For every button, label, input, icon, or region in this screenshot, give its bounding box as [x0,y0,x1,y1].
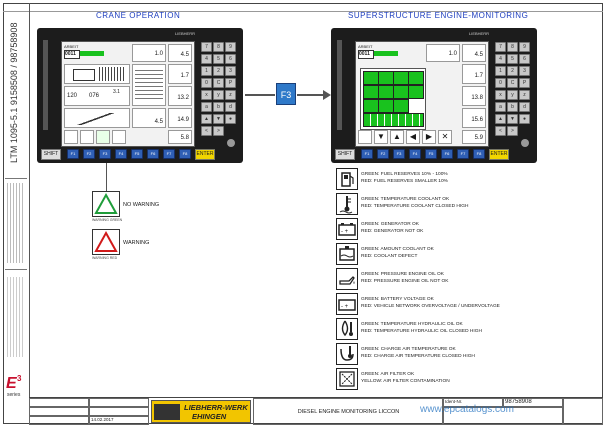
legend-hydraulic-green: GREEN: TEMPERATURE HYDRAULIC OIL OK [361,322,463,327]
rkey-8[interactable]: 8 [507,42,518,52]
svg-text:- +: - + [341,304,349,310]
rkey-1[interactable]: 1 [495,66,506,76]
screen-cell-values: 120 076 3.1 [64,86,130,106]
air-filter-indicator [363,99,379,113]
copyright-notice-box [5,178,27,270]
rkey-p[interactable]: P [519,78,530,88]
crane-operation-title: CRANE OPERATION [96,11,181,20]
key-left[interactable]: < [201,126,212,136]
left-keypad [199,42,239,150]
f8-button-right[interactable]: F8 [473,149,485,159]
hydraulic-temp-icon [336,318,358,340]
legend-row-generator [336,218,596,242]
left-lcd-screen [61,41,195,147]
key-8[interactable]: 8 [213,42,224,52]
screen-cell-top2: 4.5 [168,44,192,62]
screen-cell-val1-right: 1.7 [462,64,486,84]
left-info-strip [3,3,30,424]
console-brand-left: LIEBHERR [175,31,196,36]
legend-generator-green: GREEN: GENERATOR OK [361,222,419,227]
key-3[interactable]: 3 [225,66,236,76]
svg-text:- +: - + [341,229,349,235]
ident-label: Ident-Nr. [443,398,503,407]
console-brand-right: LIEBHERR [469,31,490,36]
rkey-y[interactable]: y [507,90,518,100]
oil-pressure-icon [336,268,358,290]
key-0[interactable]: 0 [201,78,212,88]
rkey-7[interactable]: 7 [495,42,506,52]
warning-red-label: WARNING [123,240,150,246]
screen-mode-label-right: ARBEIT [358,44,373,49]
fuel-icon [336,168,358,190]
screen-code-box: 0011 [64,50,80,59]
crane-logo-icon [154,404,180,420]
callout-line [106,163,107,191]
legend-battery-green: GREEN: BATTERY VOLTAGE OK [361,297,434,302]
key-d[interactable]: d [225,102,236,112]
rkey-z[interactable]: z [519,90,530,100]
key-ok[interactable]: ● [225,114,236,124]
title-block [29,397,603,425]
legend-coolant-level-green: GREEN: AMOUNT COOLANT OK [361,247,434,252]
screen-cell-boom [64,108,130,128]
engine-monitor-panel [360,68,426,130]
f7-button-right[interactable]: F7 [457,149,469,159]
extra-indicator-1 [378,99,394,113]
f1-button-right[interactable]: F1 [361,149,373,159]
warning-red-icon [93,230,119,254]
legend-generator-red: RED: GENERATOR NOT OK [361,229,424,234]
rkey-2[interactable]: 2 [507,66,518,76]
f6-button-right[interactable]: F6 [441,149,453,159]
screen-cell-val3-right: 15.6 [462,108,486,128]
f5-button-right[interactable]: F5 [425,149,437,159]
tb-cell-d [89,398,149,407]
tb-cell-date: 14.02.2017 [89,416,149,425]
key-p[interactable]: P [225,78,236,88]
screen-cell-val4: 14.9 [168,108,192,128]
key-b[interactable]: b [213,102,224,112]
warning-red-caption: WARNING RED [92,256,118,260]
e3-logo-letter: E [6,375,17,392]
warning-red-box [92,229,120,255]
key-a[interactable]: a [201,102,212,112]
f7-button-left[interactable]: F7 [163,149,175,159]
arrow-head-icon [323,90,331,100]
legend-charge-air-green: GREEN: CHARGE AIR TEMPERATURE OK [361,347,456,352]
legend-coolant-temp-red: RED: TEMPERATURE COOLANT CLOSED HIGH [361,204,469,209]
watermark: www.epcatalogs.com [420,404,514,415]
key-5[interactable]: 5 [213,54,224,64]
oil-pressure-indicator [363,85,379,99]
f2-button-right[interactable]: F2 [377,149,389,159]
legend-row-oil-pressure [336,268,596,292]
screen-arrow-row-right: ▼ ▲ ◀ ▶ ✕ 5.9 [358,130,486,144]
legend-coolant-temp-green: GREEN: TEMPERATURE COOLANT OK [361,197,450,202]
f3-key-callout: F3 [276,83,296,105]
warning-green-label: NO WARNING [123,202,160,208]
charge-air-indicator [408,85,424,99]
tb-cell-b [29,407,89,416]
f5-button-left[interactable]: F5 [131,149,143,159]
key-2[interactable]: 2 [213,66,224,76]
shift-button-right[interactable]: SHIFT [335,149,355,160]
legend-row-charge-air [336,343,596,367]
rkey-6[interactable]: 6 [519,54,530,64]
hydraulic-temp-indicator [393,85,409,99]
knob-right[interactable] [521,139,529,147]
f3-button-right[interactable]: F3 [393,149,405,159]
f8-button-left[interactable]: F8 [179,149,191,159]
ident-value: 98758908 [503,398,563,407]
screen-cell-val2: 13.2 [168,86,192,106]
legend-air-filter-yellow: YELLOW: AIR FILTER CONTAMINATION [361,379,450,384]
screen-cell-top1: 1.0 [132,44,166,62]
vertical-id: LTM 1095-5.1 9158508 / 98758908 [9,22,19,163]
screen-cell-top2-right: 4.5 [462,44,486,62]
warning-green-caption: WARNING GREEN [92,218,123,222]
enter-button-right[interactable]: ENTER [489,149,509,160]
legend-row-battery [336,293,596,317]
screen-cell-top1-right: 1.0 [426,44,460,62]
legend-fuel-green: GREEN: FUEL RESERVES 10% - 100% [361,172,448,177]
tb-cell-g [563,398,603,425]
right-side-light [337,40,342,130]
legend-row-coolant-temp [336,193,596,217]
left-display-console [37,28,243,163]
screen-softkey-row: 5.8 [64,130,192,144]
rkey-5[interactable]: 5 [507,54,518,64]
load-bar-right [374,51,398,56]
liebherr-logo [151,400,251,423]
rkey-c[interactable]: C [507,78,518,88]
engine-monitoring-title: SUPERSTRUCTURE ENGINE-MONITORING [348,11,529,20]
rkey-b[interactable]: b [507,102,518,112]
rkey-d[interactable]: d [519,102,530,112]
tb-cell-a [29,398,89,407]
f3-button-left[interactable]: F3 [99,149,111,159]
rkey-0[interactable]: 0 [495,78,506,88]
screen-mode-label: ARBEIT [64,44,79,49]
charge-air-icon [336,343,358,365]
f4-button-right[interactable]: F4 [409,149,421,159]
legend-air-filter-green: GREEN: AIR FILTER OK [361,372,415,377]
f4-button-left[interactable]: F4 [115,149,127,159]
warning-green-box [92,191,120,217]
screen-cell-val3: 4.5 [132,108,166,128]
coolant-level-icon [336,243,358,265]
right-keypad [493,42,533,150]
generator-indicator [393,71,409,85]
knob-left[interactable] [227,139,235,147]
key-x[interactable]: x [201,90,212,100]
legend-fuel-red: RED: FUEL RESERVES SMALLER 10% [361,179,448,184]
legend-row-fuel [336,168,596,192]
arrow-line-right [297,94,323,96]
rkey-a[interactable]: a [495,102,506,112]
notes-text-lines [7,277,25,357]
legend-coolant-level-red: RED: COOLANT DEFECT [361,254,418,259]
coolant-level-indicator [408,71,424,85]
company-name-line2: EHINGEN [192,412,227,421]
coolant-temp-icon [336,193,358,215]
left-side-light [43,40,48,130]
key-7[interactable]: 7 [201,42,212,52]
key-4[interactable]: 4 [201,54,212,64]
coolant-temp-indicator [378,71,394,85]
screen-cell-val2-right: 13.8 [462,86,486,106]
key-z[interactable]: z [225,90,236,100]
copyright-text-lines [7,183,25,263]
rkey-4[interactable]: 4 [495,54,506,64]
extra-indicator-row [363,113,424,127]
screen-cell-val1: 1.7 [168,64,192,84]
e3-logo-superscript: 3 [17,374,22,383]
legend-battery-red: RED: VEHICLE NETWORK OVERVOLTAGE / UNDERVOLTAGE [361,304,500,309]
legend-oil-pressure-green: GREEN: PRESSURE ENGINE OIL OK [361,272,444,277]
screen-code-box-right: 0011 [358,50,374,59]
air-filter-icon [336,368,358,390]
battery-indicator [378,85,394,99]
key-c[interactable]: C [213,78,224,88]
rkey-left[interactable]: < [495,126,506,136]
arrow-line-left [245,94,275,96]
key-y[interactable]: y [213,90,224,100]
f2-button-left[interactable]: F2 [83,149,95,159]
warning-green-icon [93,192,119,216]
e3-logo [6,375,26,399]
load-bar [80,51,104,56]
key-9[interactable]: 9 [225,42,236,52]
legend-row-coolant-level [336,243,596,267]
rkey-right[interactable]: > [507,126,518,136]
extra-indicator-2 [393,99,409,113]
notes-box [5,273,27,363]
legend-row-hydraulic [336,318,596,342]
rkey-down[interactable]: ▼ [507,114,518,124]
f1-button-left[interactable]: F1 [67,149,79,159]
drawing-title: DIESEL ENGINE MONITORING LICCON [253,398,443,425]
company-name-line1: LIEBHERR-WERK [184,403,248,412]
battery-icon [336,293,358,315]
key-1[interactable]: 1 [201,66,212,76]
screen-cell-grid [132,64,166,106]
rkey-9[interactable]: 9 [519,42,530,52]
legend-row-air-filter [336,368,596,392]
e3-logo-subtext: series [7,392,21,398]
generator-icon [336,218,358,240]
right-lcd-screen [355,41,489,147]
rkey-ok[interactable]: ● [519,114,530,124]
tb-cell-c [29,416,89,425]
key-6[interactable]: 6 [225,54,236,64]
legend-hydraulic-red: RED: TEMPERATURE HYDRAULIC OIL CLOSED HIGH [361,329,482,334]
key-up[interactable]: ▲ [201,114,212,124]
screen-crane-diagram [64,64,130,84]
rkey-x[interactable]: x [495,90,506,100]
rkey-up[interactable]: ▲ [495,114,506,124]
legend-oil-pressure-red: RED: PRESSURE ENGINE OIL NOT OK [361,279,449,284]
legend-charge-air-red: RED: CHARGE AIR TEMPERATURE CLOSED HIGH [361,354,475,359]
tb-cell-e [89,407,149,416]
fuel-indicator [363,71,379,85]
key-right[interactable]: > [213,126,224,136]
shift-button-left[interactable]: SHIFT [41,149,61,160]
right-display-console [331,28,537,163]
f6-button-left[interactable]: F6 [147,149,159,159]
key-down[interactable]: ▼ [213,114,224,124]
rkey-3[interactable]: 3 [519,66,530,76]
enter-button-left[interactable]: ENTER [195,149,215,160]
